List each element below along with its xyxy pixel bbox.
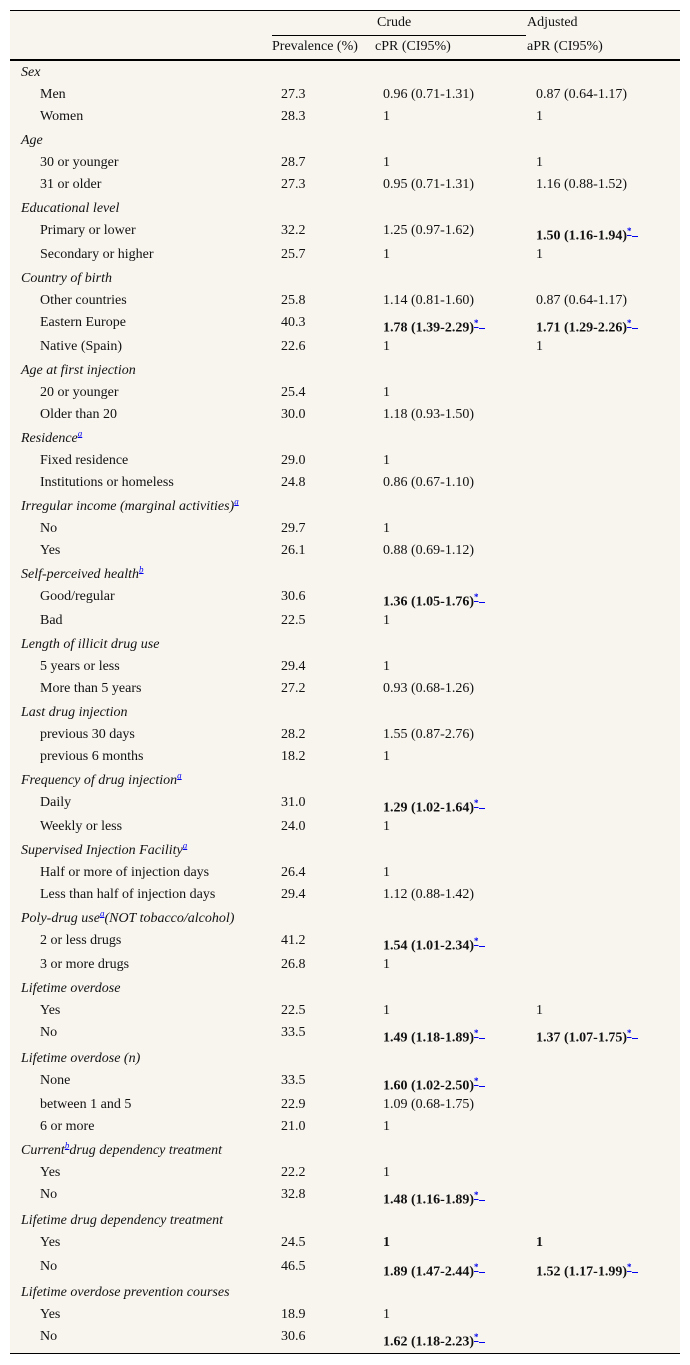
prevalence-value: 25.8 [281,293,306,308]
cpr-cell [383,152,390,174]
table-row [10,862,680,884]
footnote-underline [479,1272,485,1273]
category-heading [21,1210,223,1232]
row-label: Eastern Europe [40,315,126,330]
footnote-star-link[interactable]: * [474,1332,479,1342]
cpr-cell [383,954,390,976]
row-label: Less than half of injection days [40,887,216,902]
table-row [10,816,680,838]
cpr-cell-value: 1.89 (1.47-2.44) [383,1264,474,1280]
category-label: Educational level [21,201,120,216]
cpr-cell [383,450,390,472]
row-label: Good/regular [40,589,115,604]
cpr-cell-value: 1.60 (1.02-2.50) [383,1078,474,1094]
category-label: Length of illicit drug use [21,637,160,652]
footnote-link[interactable]: a [234,496,239,507]
apr-cell [536,1232,543,1254]
prevalence-value: 26.4 [281,865,306,880]
prevalence-value: 25.4 [281,385,306,400]
apr-cell [536,244,543,266]
header-cpr: cPR (CI95%) [375,39,451,54]
prevalence-value: 22.6 [281,339,306,354]
footnote-underline [479,1342,485,1343]
cpr-cell [383,1326,485,1354]
table-row [10,1094,680,1116]
table-row [10,1256,680,1278]
category-label: Frequency of drug injection [21,773,178,788]
prevalence-value: 25.7 [281,247,306,262]
apr-cell [536,84,627,106]
cpr-cell [383,610,390,632]
cpr-cell-value: 1 [383,453,390,468]
cpr-cell [383,220,474,242]
row-label: No [40,1187,58,1202]
row-label: Yes [40,1003,61,1018]
prevalence-value: 22.5 [281,1003,306,1018]
row-label: No [40,1025,58,1040]
prevalence-table [10,10,680,1354]
footnote-ref [234,496,239,506]
row-label: Institutions or homeless [40,475,174,490]
category-heading [21,62,40,84]
footnote-star-link[interactable]: * [474,1190,479,1200]
cpr-cell [383,404,474,426]
footnote-ref [78,428,83,438]
row-label: Secondary or higher [40,247,154,262]
row-label: Bad [40,613,63,628]
table-row [10,1022,680,1044]
footnote-star-link[interactable]: * [627,226,632,236]
apr-cell-value: 1 [536,1235,543,1250]
category-label: Lifetime overdose (n) [21,1051,141,1066]
table-row [10,678,680,700]
category-label: Country of birth [21,271,113,286]
apr-cell-value: 1 [536,109,543,124]
table-row [10,1162,680,1184]
cpr-cell-value: 1.29 (1.02-1.64) [383,800,474,816]
row-label: 5 years or less [40,659,120,674]
prevalence-value: 29.7 [281,521,306,536]
category-heading [21,702,128,724]
table-row [10,106,680,128]
footnote-underline [479,1038,485,1039]
cpr-cell [383,540,474,562]
table-row [10,1184,680,1206]
category-heading [21,908,234,930]
prevalence-value: 32.8 [281,1187,306,1202]
footnote-star-link[interactable]: * [474,936,479,946]
category-heading [21,428,82,450]
row-label: Yes [40,1235,61,1250]
prevalence-value: 29.4 [281,659,306,674]
category-label: Age [21,133,43,148]
category-heading [21,268,112,290]
table-row [10,404,680,426]
cpr-cell-value: 1 [383,1119,390,1134]
category-label: Irregular income (marginal activities) [21,499,235,514]
footnote-star-link[interactable]: * [627,1262,632,1272]
apr-cell [536,1022,638,1050]
cpr-cell-value: 1 [383,659,390,674]
prevalence-value: 33.5 [281,1025,306,1040]
cpr-cell [383,656,390,678]
cpr-cell [383,518,390,540]
prevalence-value: 29.4 [281,887,306,902]
row-label: Yes [40,543,61,558]
cpr-cell-value: 1.55 (0.87-2.76) [383,727,474,742]
footnote-underline [479,328,485,329]
footnote-underline [632,328,638,329]
category-label: Current [21,1143,65,1158]
apr-cell-value: 1.52 (1.17-1.99) [536,1264,627,1280]
cpr-cell [383,1022,485,1050]
cpr-cell-value: 0.88 (0.69-1.12) [383,543,474,558]
apr-cell-value: 1.37 (1.07-1.75) [536,1030,627,1046]
cpr-cell [383,244,390,266]
footnote-star-link[interactable]: * [627,318,632,328]
table-row [10,1304,680,1326]
apr-cell-value: 1.50 (1.16-1.94) [536,228,627,244]
cpr-cell [383,174,474,196]
prevalence-value: 24.0 [281,819,306,834]
cpr-cell-value: 1.09 (0.68-1.75) [383,1097,474,1112]
footnote-underline [632,1272,638,1273]
prevalence-value: 22.5 [281,613,306,628]
row-label: 3 or more drugs [40,957,130,972]
apr-cell-value: 1 [536,339,543,354]
footnote-link[interactable]: a [182,840,188,851]
row-label: Older than 20 [40,407,117,422]
footnote-link[interactable]: a [77,428,83,439]
cpr-cell [383,862,390,884]
footnote-ref [139,564,144,574]
cpr-cell-value: 1.18 (0.93-1.50) [383,407,474,422]
prevalence-value: 30.6 [281,1329,306,1344]
table-row [10,746,680,768]
row-label: between 1 and 5 [40,1097,132,1112]
cpr-cell-value: 1.78 (1.39-2.29) [383,320,474,336]
table-row [10,792,680,814]
row-label: Fixed residence [40,453,129,468]
cpr-cell-value: 1 [383,1003,390,1018]
row-label: 2 or less drugs [40,933,122,948]
category-heading [21,770,182,792]
footnote-star-link[interactable]: * [474,318,479,328]
row-label: More than 5 years [40,681,142,696]
table-row [10,152,680,174]
table-row [10,84,680,106]
cpr-cell-value: 1 [383,613,390,628]
cpr-cell-value: 1 [383,1165,390,1180]
cpr-cell-value: 0.96 (0.71-1.31) [383,87,474,102]
category-label: Sex [21,65,41,80]
table-row [10,930,680,952]
row-label: No [40,1329,58,1344]
table-row [10,312,680,334]
cpr-cell [383,884,474,906]
row-label: Daily [40,795,72,810]
row-label: 31 or older [40,177,102,192]
prevalence-value: 18.9 [281,1307,306,1322]
cpr-cell [383,1256,485,1284]
cpr-cell [383,336,390,358]
cpr-cell-value: 1 [383,957,390,972]
table-row [10,884,680,906]
table-header [10,11,680,61]
table-row [10,1070,680,1092]
table-row [10,1326,680,1348]
cpr-cell [383,1000,390,1022]
table-row [10,220,680,242]
apr-cell-value: 0.87 (0.64-1.17) [536,293,627,308]
prevalence-value: 32.2 [281,223,306,238]
cpr-cell-value: 1.48 (1.16-1.89) [383,1192,474,1208]
table-row [10,1232,680,1254]
cpr-cell [383,290,474,312]
table-row [10,1000,680,1022]
apr-cell-value: 0.87 (0.64-1.17) [536,87,627,102]
footnote-link[interactable]: a [177,770,182,781]
category-label: Poly-drug use [21,911,100,926]
category-heading [21,1048,140,1070]
footnote-link[interactable]: b [64,1140,70,1151]
row-label: Yes [40,1307,61,1322]
footnote-underline [632,236,638,237]
table-row [10,540,680,562]
apr-cell-value: 1 [536,247,543,262]
apr-cell-value: 1.16 (0.88-1.52) [536,177,627,192]
row-label: previous 6 months [40,749,144,764]
category-heading [21,1140,222,1162]
row-label: Other countries [40,293,127,308]
row-label: Half or more of injection days [40,865,210,880]
cpr-cell [383,1184,485,1212]
table-row [10,656,680,678]
row-label: 30 or younger [40,155,119,170]
apr-cell [536,174,627,196]
cpr-cell-value: 1.36 (1.05-1.76) [383,594,474,610]
cpr-cell-value: 1 [383,865,390,880]
row-label: Women [40,109,84,124]
table-row [10,954,680,976]
footnote-link[interactable]: b [139,564,144,575]
cpr-cell [383,382,390,404]
row-label: No [40,1259,58,1274]
prevalence-value: 31.0 [281,795,306,810]
table-row [10,472,680,494]
prevalence-value: 21.0 [281,1119,306,1134]
cpr-cell-value: 1.14 (0.81-1.60) [383,293,474,308]
category-label: Age at first injection [21,363,136,378]
cpr-cell [383,724,474,746]
table-row [10,244,680,266]
cpr-cell-value: 1 [383,521,390,536]
footnote-underline [479,602,485,603]
table-row [10,586,680,608]
category-label: Self-perceived health [21,567,140,582]
footnote-underline [479,946,485,947]
cpr-cell-value: 1 [383,1235,390,1250]
header-apr: aPR (CI95%) [527,39,603,54]
row-label: No [40,521,58,536]
footnote-star-link[interactable]: * [474,1262,479,1272]
prevalence-value: 40.3 [281,315,306,330]
footnote-star-link[interactable]: * [474,1028,479,1038]
cpr-cell-value: 1 [383,385,390,400]
footnote-underline [479,808,485,809]
cpr-cell-value: 1 [383,749,390,764]
row-label: Men [40,87,66,102]
category-heading [21,634,159,656]
table-row [10,518,680,540]
row-label: 6 or more [40,1119,95,1134]
apr-cell-value: 1.71 (1.29-2.26) [536,320,627,336]
cpr-cell [383,678,474,700]
cpr-cell [383,746,390,768]
cpr-cell-value: 1 [383,247,390,262]
prevalence-value: 28.3 [281,109,306,124]
category-heading [21,198,119,220]
apr-cell [536,290,627,312]
cpr-cell-value: 0.93 (0.68-1.26) [383,681,474,696]
cpr-cell-value: 1 [383,339,390,354]
cpr-cell [383,816,390,838]
prevalence-value: 18.2 [281,749,306,764]
prevalence-value: 26.8 [281,957,306,972]
row-label: 20 or younger [40,385,119,400]
row-label: None [40,1073,71,1088]
row-label: Primary or lower [40,223,136,238]
header-divider [272,35,526,36]
header-adjusted: Adjusted [527,15,578,30]
category-label: Supervised Injection Facility [21,843,183,858]
row-label: previous 30 days [40,727,135,742]
prevalence-value: 24.5 [281,1235,306,1250]
cpr-cell [383,106,390,128]
footnote-ref [177,770,182,780]
category-heading [21,564,144,586]
cpr-cell [383,84,474,106]
cpr-cell-value: 1.62 (1.18-2.23) [383,1334,474,1350]
footnote-underline [479,1200,485,1201]
prevalence-value: 22.2 [281,1165,306,1180]
prevalence-value: 24.8 [281,475,306,490]
prevalence-value: 26.1 [281,543,306,558]
footnote-ref [183,840,188,850]
prevalence-value: 30.0 [281,407,306,422]
category-label: Lifetime overdose [21,981,121,996]
row-label: Weekly or less [40,819,123,834]
cpr-cell [383,1116,390,1138]
header-prevalence: Prevalence (%) [272,39,358,54]
row-label: Yes [40,1165,61,1180]
cpr-cell-value: 0.95 (0.71-1.31) [383,177,474,192]
table-row [10,382,680,404]
table-row [10,450,680,472]
cpr-cell-value: 1 [383,819,390,834]
category-heading [21,130,43,152]
footnote-underline [479,1086,485,1087]
category-heading [21,1282,230,1304]
category-label-suffix: (NOT tobacco/alcohol) [104,911,235,926]
category-heading [21,496,239,518]
prevalence-value: 46.5 [281,1259,306,1274]
cpr-cell [383,472,474,494]
cpr-cell-value: 1 [383,109,390,124]
prevalence-value: 28.7 [281,155,306,170]
cpr-cell-value: 1.49 (1.18-1.89) [383,1030,474,1046]
prevalence-value: 22.9 [281,1097,306,1112]
footnote-star-link[interactable]: * [474,592,479,602]
apr-cell-value: 1 [536,1003,543,1018]
prevalence-value: 27.2 [281,681,306,696]
cpr-cell-value: 1.12 (0.88-1.42) [383,887,474,902]
category-label: Last drug injection [21,705,128,720]
prevalence-value: 41.2 [281,933,306,948]
footnote-underline [632,1038,638,1039]
footnote-link[interactable]: a [99,908,105,919]
table-row [10,1116,680,1138]
apr-cell [536,152,543,174]
cpr-cell-value: 1 [383,155,390,170]
prevalence-value: 27.3 [281,177,306,192]
table-row [10,610,680,632]
prevalence-value: 30.6 [281,589,306,604]
category-label: Lifetime drug dependency treatment [21,1213,224,1228]
category-heading [21,840,187,862]
prevalence-value: 27.3 [281,87,306,102]
table-row [10,174,680,196]
apr-cell [536,106,543,128]
category-label: Residence [21,431,78,446]
footnote-star-link[interactable]: * [627,1028,632,1038]
cpr-cell-value: 1 [383,1307,390,1322]
apr-cell-value: 1 [536,155,543,170]
prevalence-value: 29.0 [281,453,306,468]
cpr-cell-value: 0.86 (0.67-1.10) [383,475,474,490]
prevalence-value: 33.5 [281,1073,306,1088]
row-label: Native (Spain) [40,339,123,354]
table-row [10,290,680,312]
cpr-cell [383,1232,390,1254]
header-crude: Crude [377,15,412,30]
cpr-cell-value: 1.54 (1.01-2.34) [383,938,474,954]
cpr-cell [383,1162,390,1184]
category-label: Lifetime overdose prevention courses [21,1285,230,1300]
cpr-cell [383,1304,390,1326]
footnote-star-link[interactable]: * [474,1076,479,1086]
category-label-suffix: drug dependency treatment [69,1143,222,1158]
category-heading [21,978,120,1000]
footnote-star-link[interactable]: * [474,798,479,808]
cpr-cell [383,1094,474,1116]
table-row [10,724,680,746]
cpr-cell-value: 1.25 (0.97-1.62) [383,223,474,238]
apr-cell [536,1000,543,1022]
apr-cell [536,336,543,358]
prevalence-value: 28.2 [281,727,306,742]
table-row [10,336,680,358]
category-heading [21,360,136,382]
apr-cell [536,1256,638,1284]
